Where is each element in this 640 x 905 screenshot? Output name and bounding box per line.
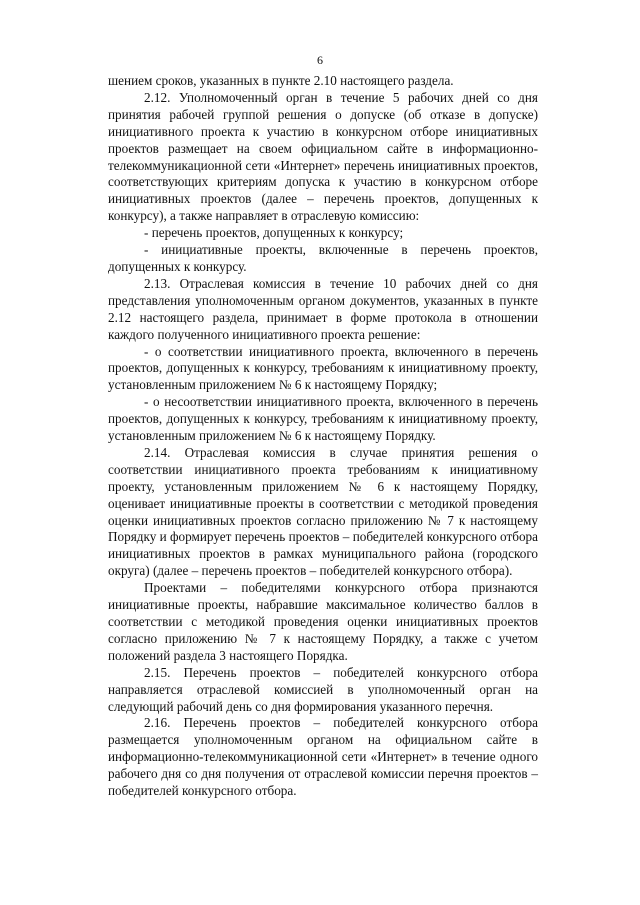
list-item-compliance: - о соответствии инициативного проекта, включенного в перечень проектов, допущенных к конкурсу, требованиям к инициативному проекту, установленным приложением № 6 к настоящему Порядку; xyxy=(108,343,538,393)
list-item-noncompliance: - о несоответствии инициативного проекта, включенного в перечень проектов, допущенных к конкурсу, требованиям к инициативному проекту, установленным приложением № 6 к настоящему Порядку. xyxy=(108,394,538,444)
paragraph-2-12: 2.12. Уполномоченный орган в течение 5 рабочих дней со дня принятия рабочей группой решения о допуске (об отказе в допуске) инициативного проекта к участию в конкурсном отборе инициативных проектов размещает на своем официальном сайте в информационно-телекоммуникационной сети «Интернет» перечень инициативных проектов, соответствующих критериям допуска к участию в конкурсном отборе инициативных проектов (далее – перечень проектов, допущенных к конкурсу), а также направляет в отраслевую комиссию: xyxy=(108,89,538,224)
paragraph-winners-definition: Проектами – победителями конкурсного отбора признаются инициативные проекты, набравшие максимальное количество баллов в соответствии с методикой проведения оценки инициативных проектов согласно приложению № 7 к настоящему Порядку, а также с учетом положений раздела 3 настоящего Порядка. xyxy=(108,580,538,663)
list-item-projects-list: - перечень проектов, допущенных к конкурсу; xyxy=(144,225,404,241)
paragraph-2-15: 2.15. Перечень проектов – победителей конкурсного отбора направляется отраслевой комиссией в уполномоченный орган на следующий рабочий день со дня формирования указанного перечня. xyxy=(108,664,538,714)
paragraph-2-13: 2.13. Отраслевая комиссия в течение 10 рабочих дней со дня представления уполномоченным органом документов, указанных в пункте 2.12 настоящего раздела, принимает в форме протокола в отношении каждого полученного инициативного проекта решение: xyxy=(108,275,538,342)
document-body xyxy=(108,73,538,800)
page-number: 6 xyxy=(317,53,323,67)
list-item-initiative-projects: - инициативные проекты, включенные в перечень проектов, допущенных к конкурсу. xyxy=(108,242,538,274)
paragraph-2-14: 2.14. Отраслевая комиссия в случае принятия решения о соответствии инициативного проекта требованиям к инициативному проекту, установленным приложением № 6 к настоящему Порядку, оценивает инициативные проекты в соответствии с методикой проведения оценки инициативных проектов согласно приложению № 7 к настоящему Порядку и формирует перечень проектов – победителей конкурсного отбора инициативных проектов в рамках муниципального района (городского округа) (далее – перечень проектов – победителей конкурсного отбора). xyxy=(108,444,538,579)
paragraph-continuation: шением сроков, указанных в пункте 2.10 настоящего раздела. xyxy=(108,73,454,88)
paragraph-2-16: 2.16. Перечень проектов – победителей конкурсного отбора размещается уполномоченным органом на официальном сайте в информационно-телекоммуникационной сети «Интернет» в течение одного рабочего дня со дня получения от отраслевой комиссии перечня проектов – победителей конкурсного отбора. xyxy=(108,715,538,799)
